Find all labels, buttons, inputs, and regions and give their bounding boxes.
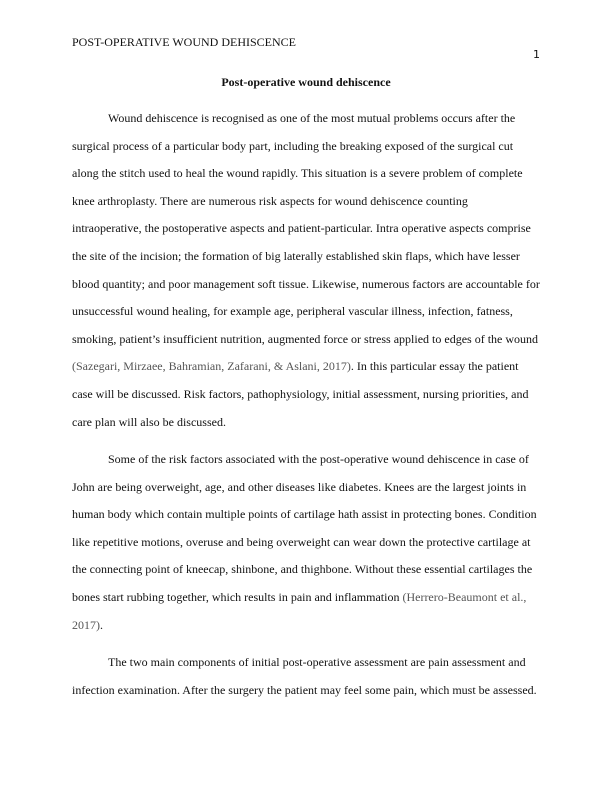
text-segment: .: [100, 617, 103, 632]
text-line: [72, 381, 542, 409]
citation: (Sazegari, Mirzaee, Bahramian, Zafarani, & Aslani, 2017): [72, 359, 351, 374]
text-segment: John are being overweight, age, and other diseases like diabetes. Knees are the largest joints in: [72, 479, 527, 494]
paragraph-risk-factors: [72, 446, 542, 639]
text-line: [72, 501, 542, 529]
text-segment: Some of the risk factors associated with the post-operative wound dehiscence in case of: [108, 452, 529, 466]
text-segment: intraoperative, the postoperative aspects and patient-particular. Intra operative aspects comprise: [72, 221, 531, 236]
text-segment: the connecting point of kneecap, shinbone, and thighbone. Without these essential cartilages the: [72, 562, 533, 577]
document-title: Post-operative wound dehiscence: [221, 75, 391, 89]
paragraph-assessment: [72, 649, 542, 704]
text-segment: care plan will also be discussed.: [72, 414, 226, 429]
text-line: [72, 326, 542, 354]
text-segment: unsuccessful wound healing, for example age, peripheral vascular illness, infection, fatness,: [72, 304, 513, 319]
text-line: [72, 649, 542, 677]
text-line: [72, 474, 542, 502]
text-line: [72, 556, 542, 584]
text-segment: bones start rubbing together, which results in pain and inflammation: [72, 589, 403, 604]
text-line: [72, 215, 542, 243]
text-segment: human body which contain multiple points of cartilage hath assist in protecting bones. Condition: [72, 507, 537, 522]
text-segment: along the stitch used to heal the wound rapidly. This situation is a severe problem of complete: [72, 166, 523, 181]
page-number: 1: [533, 48, 540, 61]
text-line: [72, 612, 542, 640]
text-line: [72, 353, 542, 381]
citation: 2017): [72, 617, 100, 632]
text-line: [72, 298, 542, 326]
text-line: [72, 677, 542, 705]
citation: (Herrero-Beaumont et al.,: [402, 589, 527, 604]
text-line: [72, 584, 542, 612]
text-line: [72, 105, 542, 133]
text-segment: infection examination. After the surgery the patient may feel some pain, which must be assessed.: [72, 682, 537, 697]
text-line: [72, 409, 542, 437]
text-line: [72, 160, 542, 188]
text-line: [72, 446, 542, 474]
text-segment: . In this particular essay the patient: [350, 359, 519, 374]
text-line: [72, 133, 542, 161]
text-line: [72, 243, 542, 271]
paragraph-introduction: [72, 105, 542, 436]
text-line: [72, 188, 542, 216]
text-segment: Wound dehiscence is recognised as one of the most mutual problems occurs after the: [108, 111, 516, 125]
text-line: [72, 529, 542, 557]
text-line: [72, 271, 542, 299]
text-segment: the site of the incision; the formation of big laterally established skin flaps, which have lesser: [72, 248, 520, 263]
text-segment: smoking, patient’s insufficient nutrition, augmented force or stress applied to edges of the wound: [72, 331, 539, 346]
text-segment: case will be discussed. Risk factors, pathophysiology, initial assessment, nursing priorities, and: [72, 386, 529, 401]
text-segment: knee arthroplasty. There are numerous risk aspects for wound dehiscence counting: [72, 193, 468, 208]
text-segment: like repetitive motions, overuse and being overweight can wear down the protective cartilage at: [72, 534, 531, 549]
text-segment: blood quantity; and poor management soft tissue. Likewise, numerous factors are accountable for: [72, 276, 540, 291]
text-segment: surgical process of a particular body part, including the breaking exposed of the surgical cut: [72, 138, 514, 153]
text-segment: The two main components of initial post-operative assessment are pain assessment and: [108, 655, 526, 669]
running-head: POST-OPERATIVE WOUND DEHISCENCE: [72, 35, 297, 49]
